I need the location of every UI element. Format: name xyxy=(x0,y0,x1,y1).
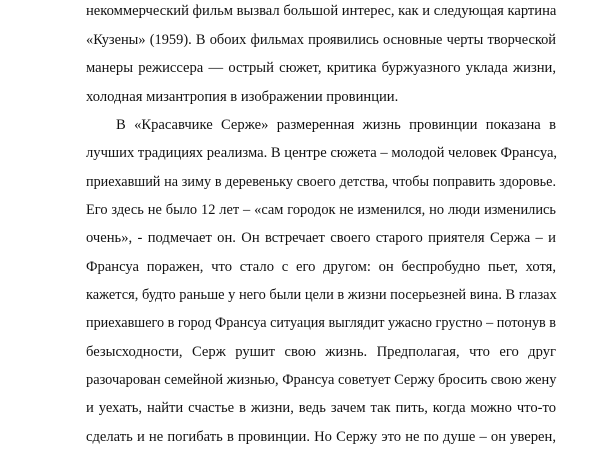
text-line-4: холодная мизантропия в изображении провинции. xyxy=(86,89,399,105)
text-line-10: Франсуа поражен, что стало с его другом: он беспробудно пьет, хотя, xyxy=(86,259,556,275)
text-line-9: очень», - подмечает он. Он встречает своего старого приятеля Сержа – и xyxy=(86,230,556,246)
text-line-14: разочарован семейной жизнью, Франсуа советует Сержу бросить свою жену xyxy=(86,372,557,388)
text-line-6: лучших традициях реализма. В центре сюжета – молодой человек Франсуа, xyxy=(86,145,558,161)
text-line-16: сделать и не погибать в провинции. Но Сержу это не по душе – он уверен, xyxy=(86,429,556,445)
text-line-13: безысходности, Серж рушит свою жизнь. Предполагая, что его друг xyxy=(86,344,556,360)
text-line-12: приехавшего в город Франсуа ситуация выглядит ужасно грустно – потонув в xyxy=(86,315,556,331)
paragraph-2-first-line: В «Красавчике Серже» размеренная жизнь провинции показана в xyxy=(116,117,556,133)
text-line-3: манеры режиссера — острый сюжет, критика буржуазного уклада жизни, xyxy=(86,60,556,76)
text-line-7: приехавший на зиму в деревеньку своего детства, чтобы поправить здоровье. xyxy=(86,174,556,190)
text-line-8: Его здесь не было 12 лет – «сам городок не изменился, но люди изменились xyxy=(86,202,556,218)
text-line-15: и уехать, найти счастье в жизни, ведь зачем так пить, когда можно что-то xyxy=(86,400,556,416)
text-line-2: «Кузены» (1959). В обоих фильмах проявились основные черты творческой xyxy=(86,32,556,48)
text-line-1: некоммерческий фильм вызвал большой интерес, как и следующая картина xyxy=(86,3,557,19)
text-line-11: кажется, будто раньше у него были цели в жизни посерьезней вина. В глазах xyxy=(86,287,557,303)
